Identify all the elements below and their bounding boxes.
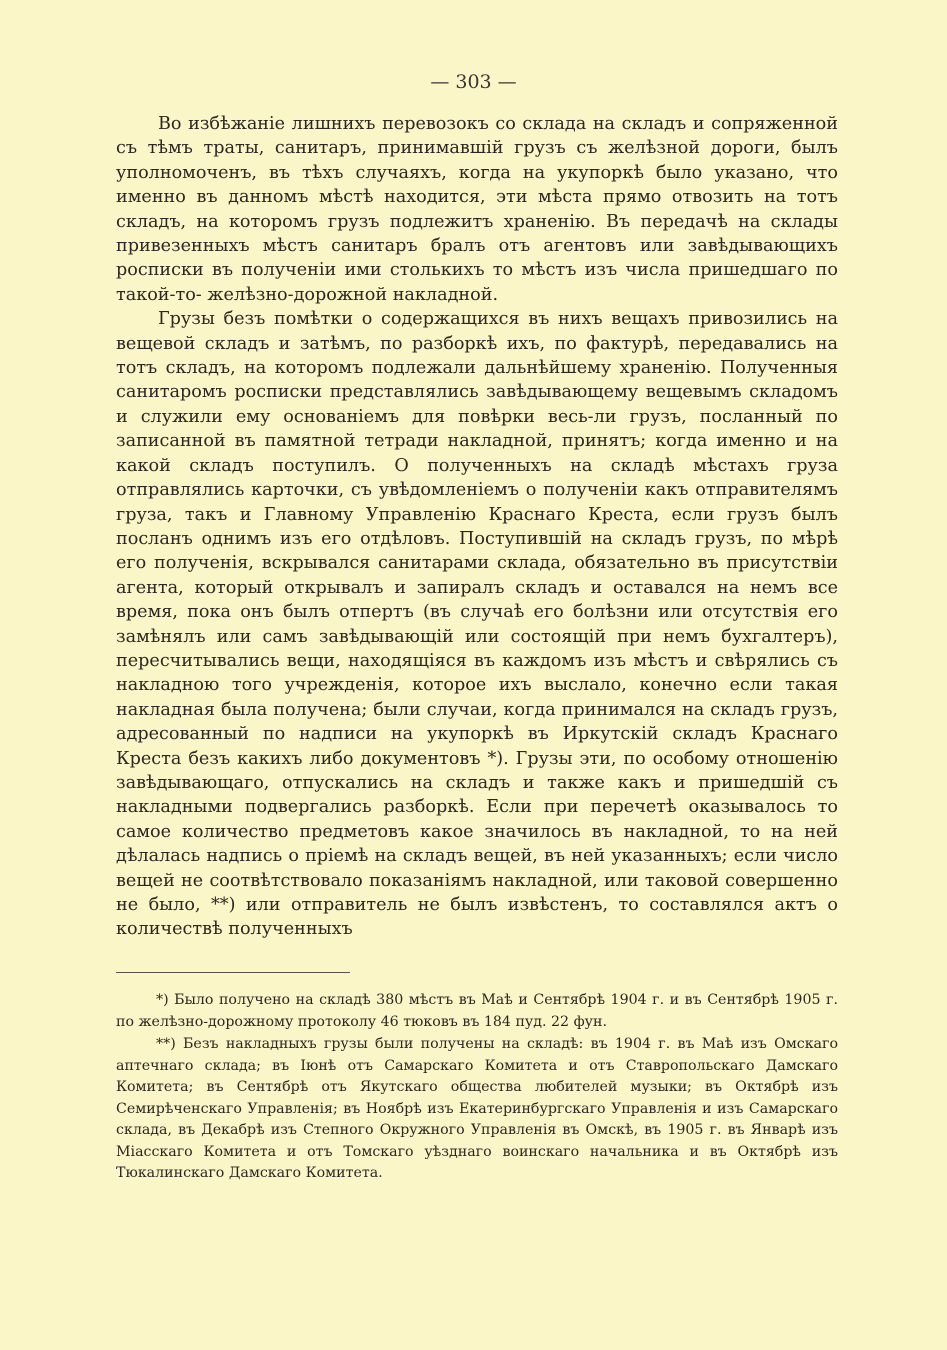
page-number: — 303 — [430,71,517,93]
footnotes [116,990,838,1186]
paragraph-2: Грузы безъ помѣтки о содержащихся въ нихъ вещахъ привозились на вещевой складъ и затѣмъ, по разборкѣ ихъ, по фактурѣ, передавались на тотъ складъ, на которомъ подлежали дальнѣйшему храненію. Полученныя санитаромъ росписки представлялись завѣдывающему вещевымъ складомъ и служили ему основаніемъ для повѣрки весь-ли грузъ, посланный по записанной въ памятной тетради накладной, принятъ; когда именно и на какой складъ поступилъ. О полученныхъ на складѣ мѣстахъ груза отправлялись карточки, съ увѣдомленіемъ о полученіи какъ отправителямъ груза, такъ и Главному Управленію Краснаго Креста, если грузъ былъ посланъ однимъ изъ его отдѣловъ. Поступившій на складъ грузъ, по мѣрѣ его полученія, вскрывался санитарами склада, обязательно въ присутствіи агента, который открывалъ и запиралъ складъ и оставался на немъ все время, пока онъ былъ отпертъ (въ случаѣ его болѣзни или отсутствія его замѣнялъ или самъ завѣдывающій или состоящій при немъ бухгалтеръ), пересчитывались вещи, находящіяся въ каждомъ изъ мѣстъ и свѣрялись съ накладною того учрежденія, которое ихъ выслало, конечно если такая накладная была получена; были случаи, когда принимался на складъ грузъ, адресованный по надписи на укупоркѣ въ Иркутскій складъ Краснаго Креста безъ какихъ либо документовъ *). Грузы эти, по особому отношенію завѣдывающаго, отпускались на складъ и также какъ и пришедшій съ накладными подвергались разборкѣ. Если при перечетѣ оказывалось то самое количество предметовъ какое значилось въ накладной, то на ней дѣлалась надпись о пріемѣ на складъ вещей, въ ней указанныхъ; если число вещей не соотвѣтствовало показаніямъ накладной, или таковой совершенно не было, **) или отправитель не былъ извѣстенъ, то составлялся актъ о количествѣ полученныхъ [116,309,838,940]
main-text [116,112,838,942]
footnote-1: *) Было получено на складѣ 380 мѣстъ въ Маѣ и Сентябрѣ 1904 г. и въ Сентябрѣ 1905 г. по желѣзно-дорожному протоколу 46 тюковъ въ 184 пуд. 22 фун. [116,992,838,1030]
footnote-divider [116,972,350,973]
paragraph-1: Во избѣжаніе лишнихъ перевозокъ со склада на складъ и сопряженной съ тѣмъ траты, санитаръ, принимавшій грузъ съ желѣзной дороги, былъ уполномоченъ, въ тѣхъ случаяхъ, когда на укупоркѣ было указано, что именно въ данномъ мѣстѣ находится, эти мѣста прямо отвозить на тотъ складъ, на которомъ грузъ подлежитъ храненію. Въ передачѣ на склады привезенныхъ мѣстъ санитаръ бралъ отъ агентовъ или завѣдывающихъ росписки въ полученіи ими столькихъ то мѣстъ изъ числа пришедшаго по такой-то- желѣзно-дорожной накладной. [116,114,838,305]
footnote-2: **) Безъ накладныхъ грузы были получены на складѣ: въ 1904 г. въ Маѣ изъ Омскаго аптечнаго склада; въ Іюнѣ отъ Самарскаго Комитета и отъ Ставропольскаго Дамскаго Комитета; въ Сентябрѣ отъ Якутскаго общества любителей музыки; въ Октябрѣ изъ Семирѣченскаго Управленія; въ Ноябрѣ изъ Екатеринбургскаго Управленія и изъ Самарскаго склада, въ Декабрѣ изъ Степного Окружного Управленія въ Омскѣ, въ 1905 г. въ Январѣ изъ Міасскаго Комитета и отъ Томскаго уѣзднаго воинскаго начальника и въ Октябрѣ изъ Тюкалинскаго Дамскаго Комитета. [116,1036,838,1181]
